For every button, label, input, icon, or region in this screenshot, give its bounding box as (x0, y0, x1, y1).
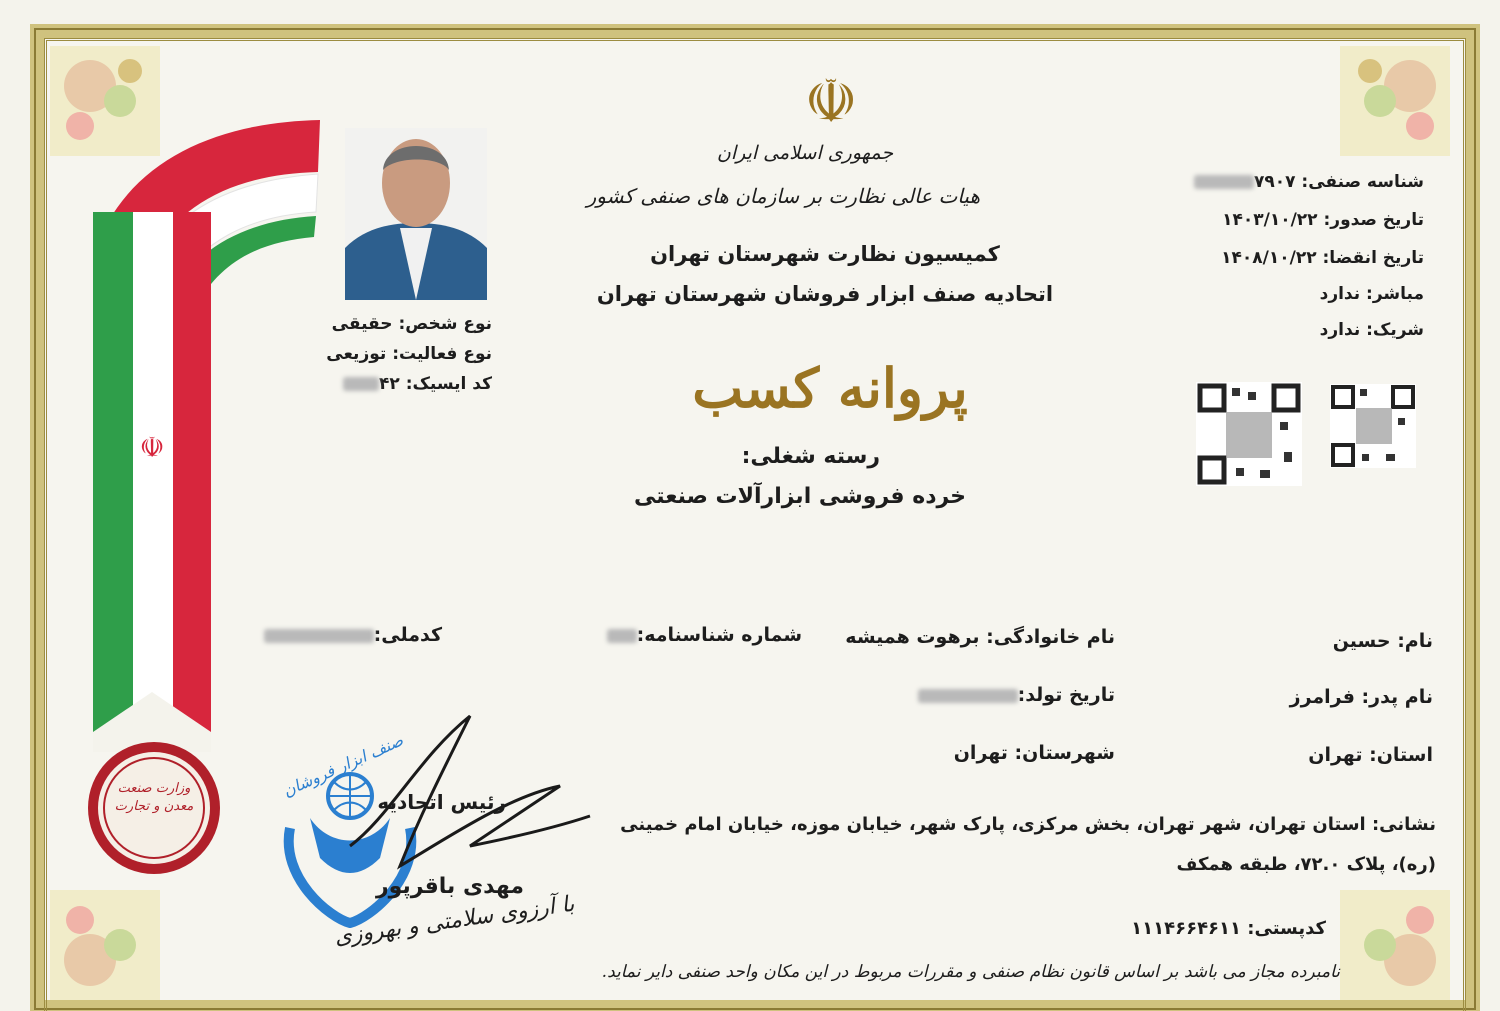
corner-ornament-bottom-right (1340, 890, 1450, 1000)
birth-date (880, 684, 1115, 706)
flag-ribbon-icon (88, 112, 328, 752)
father-name: نام پدر: فرامرز (1289, 686, 1433, 708)
redaction (264, 629, 374, 643)
svg-text:☫: ☫ (804, 67, 858, 132)
address-line-2: (ره)، پلاک ۷۲.۰، طبقه همکف (1176, 854, 1436, 875)
qr-code-icon[interactable] (1330, 384, 1416, 468)
redaction (343, 377, 379, 391)
union-stamp-text: صنف ابزار فروشان (280, 730, 406, 801)
province: استان: تهران (1308, 744, 1433, 766)
board-text: هیات عالی نظارت بر سازمان های صنفی کشور (586, 184, 980, 208)
id-number-label: شماره شناسنامه: (636, 624, 802, 646)
postal-code: کدپستی: ۱۱۱۴۶۶۴۶۱۱ (1131, 918, 1326, 939)
issue-date: تاریخ صدور: ۱۴۰۳/۱۰/۲۲ (1222, 210, 1424, 230)
isic-code-text: کد ایسیک: ۴۲ (379, 374, 492, 394)
address-line-1: نشانی: استان تهران، شهر تهران، بخش مرکزی، پارک شهر، خیابان موزه، خیابان امام خمینی (620, 814, 1436, 835)
portrait-photo (345, 128, 487, 300)
svg-text:☫: ☫ (139, 431, 165, 464)
union-text: اتحادیه صنف ابزار فروشان شهرستان تهران (596, 282, 1054, 306)
activity-type: نوع فعالیت: توزیعی (326, 344, 492, 364)
isic-code (300, 374, 492, 394)
corner-ornament-top-right (1340, 46, 1450, 156)
signature-name: مهدی باقرپور (375, 874, 524, 899)
guild-id (1180, 172, 1424, 192)
category-value: خرده فروشی ابزارآلات صنعتی (633, 484, 967, 509)
birth-date-label: تاریخ تولد: (1017, 684, 1115, 706)
emblem-icon (796, 64, 866, 132)
page-title: پروانه کسب (692, 356, 968, 420)
director: مباشر: ندارد (1319, 284, 1424, 304)
signature-role: رئیس اتحادیه (377, 790, 506, 814)
ministry-seal-text: وزارت صنعت معدن و تجارت (114, 781, 194, 814)
handwritten-note: با آرزوی سلامتی و بهروزی (332, 891, 576, 951)
redaction (607, 629, 637, 643)
national-code (250, 624, 442, 646)
corner-ornament-bottom-left (50, 890, 160, 1000)
qr-code-icon[interactable] (1196, 382, 1302, 486)
expiry-date: تاریخ انقضا: ۱۴۰۸/۱۰/۲۲ (1221, 248, 1424, 268)
footer-note: نامبرده مجاز می باشد بر اساس قانون نظام صنفی و مقررات مربوط در این مکان واحد صنفی دایر نماید. (601, 962, 1340, 982)
family-name: نام خانوادگی: برهوت همیشه (845, 626, 1115, 648)
republic-text: جمهوری اسلامی ایران (716, 142, 894, 164)
partner: شریک: ندارد (1319, 320, 1424, 340)
commission-text: کمیسیون نظارت شهرستان تهران (650, 242, 1000, 266)
redaction (918, 689, 1018, 703)
first-name: نام: حسین (1332, 630, 1433, 652)
person-type: نوع شخص: حقیقی (331, 314, 492, 334)
redaction (1194, 175, 1254, 189)
guild-id-text: شناسه صنفی: ۷۹۰۷ (1253, 172, 1424, 192)
city: شهرستان: تهران (953, 742, 1115, 764)
id-number (610, 624, 802, 646)
category-label: رسته شغلی: (741, 444, 880, 469)
national-code-label: کدملی: (373, 624, 442, 646)
